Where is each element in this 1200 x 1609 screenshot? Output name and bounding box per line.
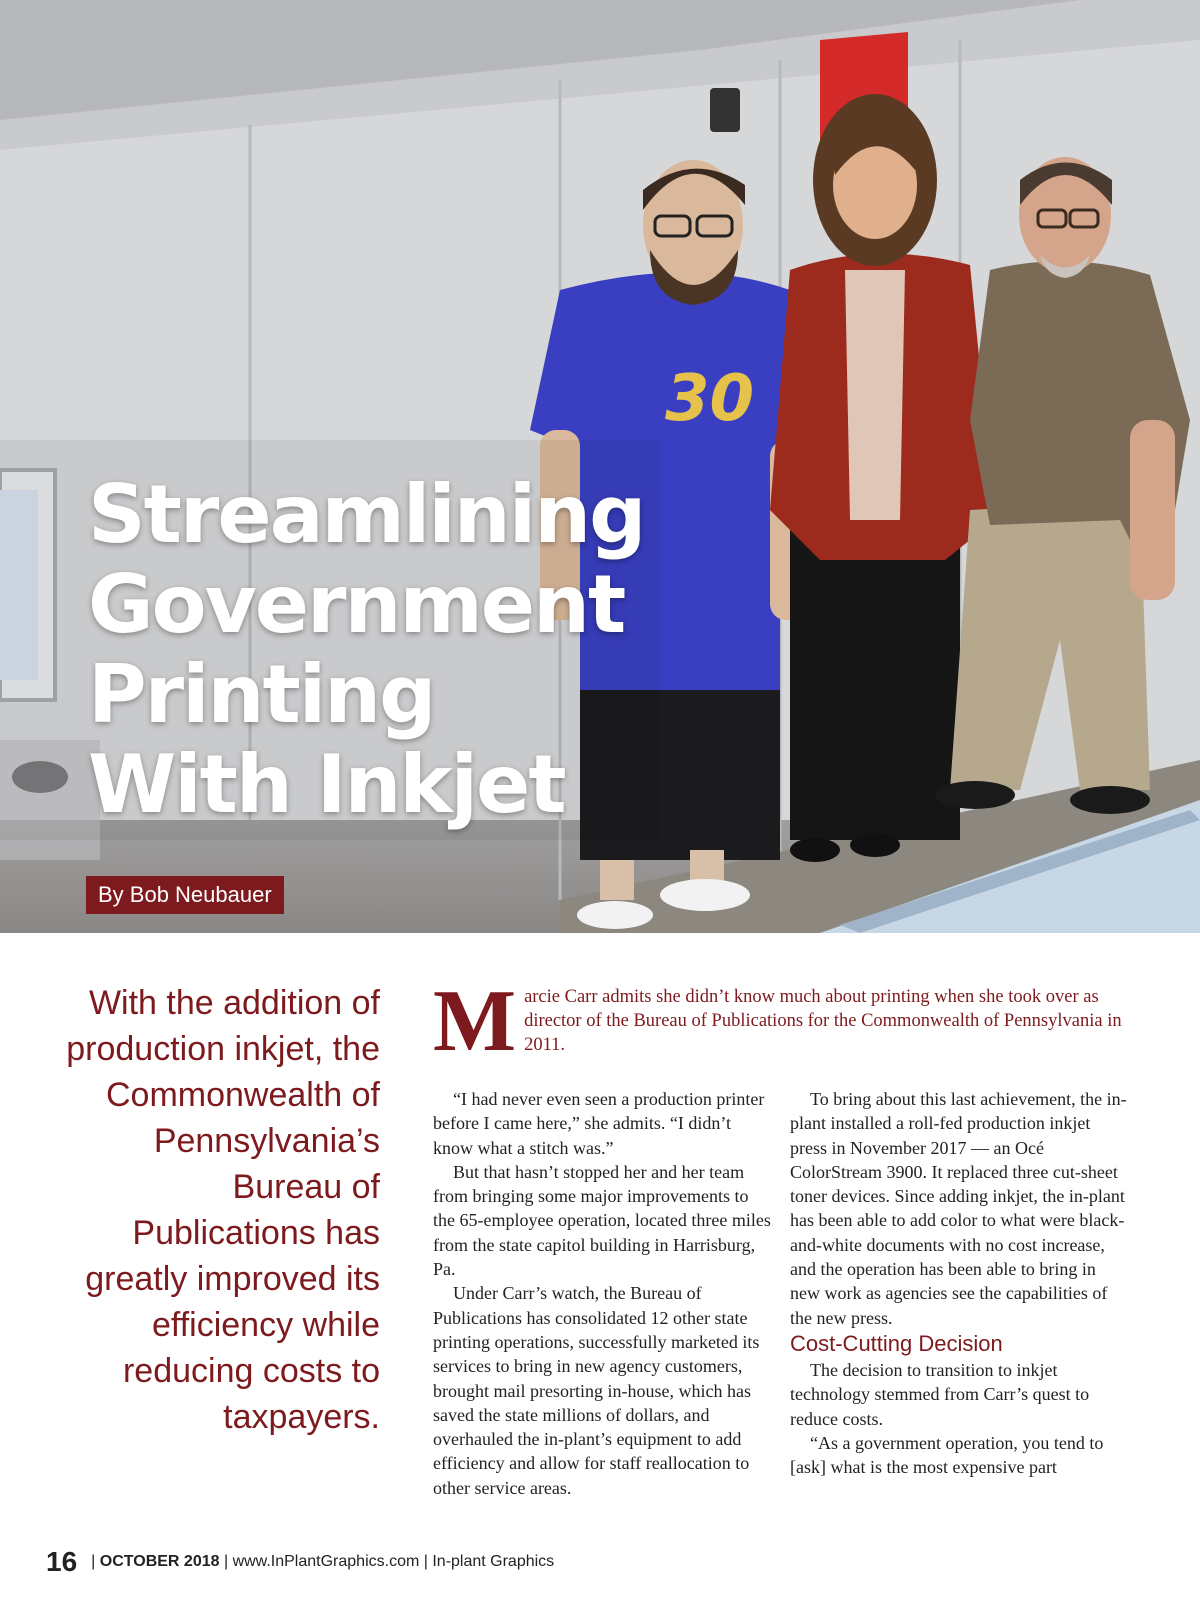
pull-quote: With the addition of production inkjet, the Commonwealth of Pennsylvania’s Bureau of Publications has greatly improved its efficiency while reducing costs to taxpayers. bbox=[66, 984, 380, 1436]
body-paragraph: To bring about this last achievement, the in-plant installed a roll-fed production inkjet press in November 2017 — an Océ ColorStream 3900. It replaced three cut-sheet toner devices. Since adding inkjet, the in-plant has been able to add color to what were black-and-white documents with no cost increase, and the operation has been able to bring in new work as agencies see the capabilities of the new press. bbox=[790, 1089, 1127, 1328]
headline-line: Streamlining bbox=[88, 468, 645, 561]
body-paragraph: But that hasn’t stopped her and her team from bringing some major improvements to the 65-employee operation, located three miles from the state capitol building in Harrisburg, Pa. bbox=[433, 1161, 771, 1280]
body-paragraph: The decision to transition to inkjet technology stemmed from Carr’s quest to reduce costs. bbox=[790, 1359, 1090, 1429]
byline: By Bob Neubauer bbox=[86, 876, 284, 914]
lede-text: arcie Carr admits she didn’t know much about printing when she took over as director of the Bureau of Publications for the Commonwealth of Pennsylvania in 2011. bbox=[524, 987, 1122, 1055]
publication-name: In-plant Graphics bbox=[432, 1553, 555, 1570]
article-headline bbox=[88, 470, 644, 830]
shirt-logo: 30 bbox=[665, 362, 755, 436]
headline-line: With Inkjet bbox=[88, 738, 565, 831]
lede-paragraph bbox=[433, 973, 1123, 1070]
body-paragraph: “As a government operation, you tend to [ask] what is the most expensive part bbox=[790, 1432, 1104, 1478]
drop-cap: M bbox=[433, 973, 517, 1070]
headline-line: Government bbox=[88, 558, 625, 651]
body-paragraph: “I had never even seen a production printer before I came here,” she admits. “I didn’t know what a stitch was.” bbox=[433, 1089, 765, 1158]
page-number: 16 bbox=[46, 1546, 78, 1577]
article-column-1 bbox=[433, 1087, 773, 1500]
article-column-2 bbox=[790, 1087, 1130, 1479]
section-subhead: Cost-Cutting Decision bbox=[790, 1330, 1003, 1356]
website-link[interactable]: www.InPlantGraphics.com bbox=[232, 1553, 420, 1570]
body-paragraph: Under Carr’s watch, the Bureau of Publications has consolidated 12 other state printing operations, successfully marketed its services to bring in new agency customers, brought mail presorting in-house, which has saved the state millions of dollars, and overhauled the in-plant’s equipment to add efficiency and allow for staff reallocation to other service areas. bbox=[433, 1283, 760, 1498]
headline-line: Printing bbox=[88, 648, 435, 741]
page-footer bbox=[46, 1542, 554, 1582]
running-footer: | OCTOBER 2018 | www.InPlantGraphics.com | In-plant Graphics bbox=[91, 1553, 555, 1570]
issue-date: OCTOBER 2018 bbox=[99, 1553, 220, 1570]
